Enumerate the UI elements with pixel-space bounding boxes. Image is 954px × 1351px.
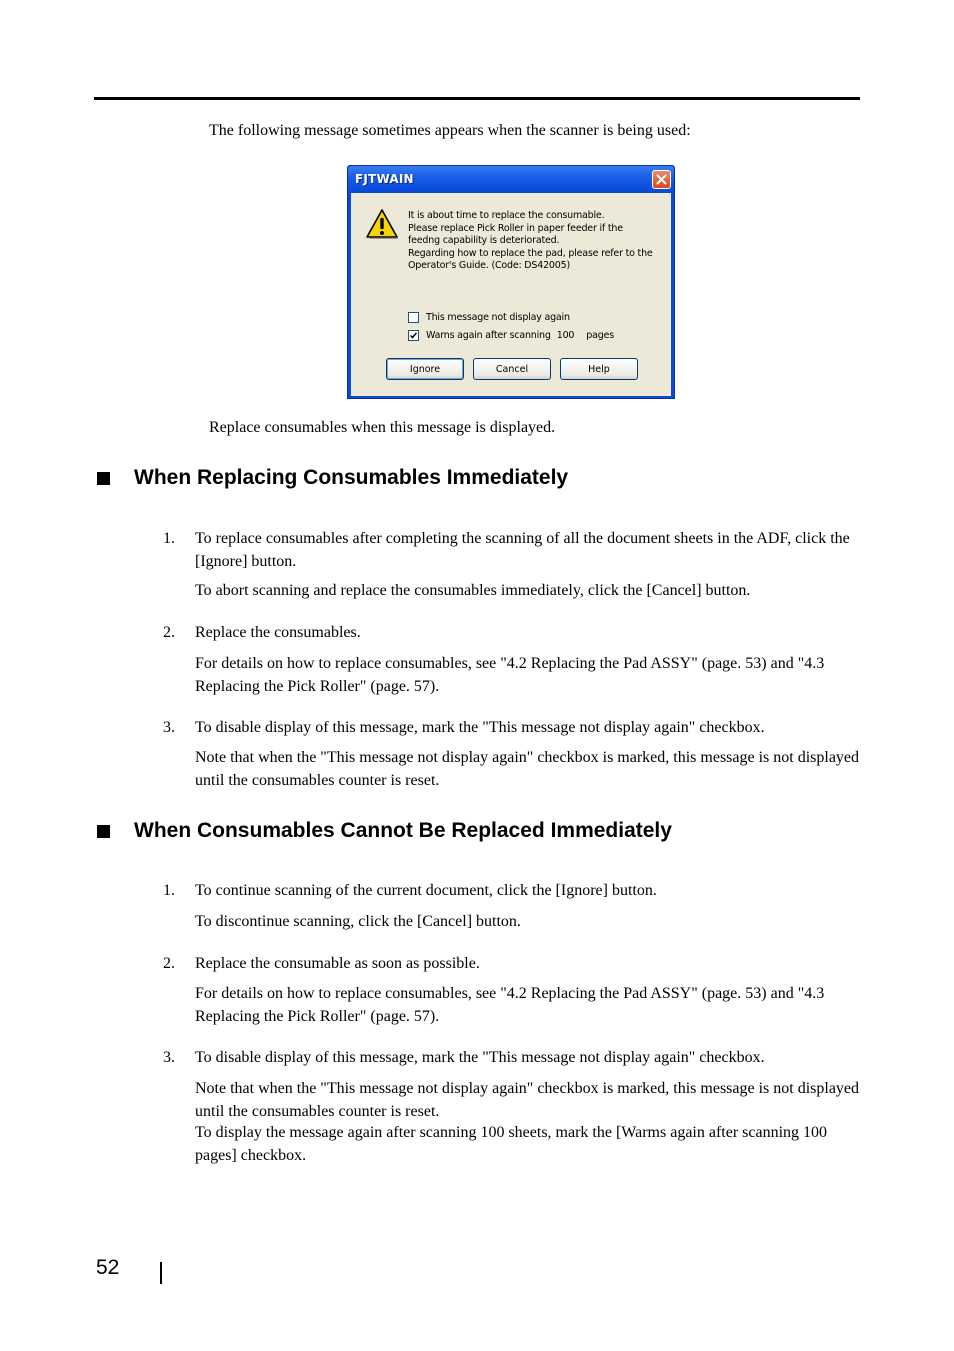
step-note: To abort scanning and replace the consumables immediately, click the [Cancel] button.	[195, 582, 751, 599]
step-note: To display the message again after scanning 100 sheets, mark the [Warms again after scanning 100 pages] checkbox.	[195, 1124, 828, 1164]
message-line: feedng capability is deteriorated.	[408, 235, 560, 246]
step-number: 3.	[163, 1049, 175, 1066]
page-number: 52	[96, 1256, 120, 1279]
ignore-button[interactable]: Ignore	[386, 358, 464, 380]
step-number: 2.	[163, 624, 175, 641]
step-text: To continue scanning of the current document, click the [Ignore] button.	[195, 882, 657, 899]
step-text: To disable display of this message, mark the "This message not display again" checkbox.	[195, 719, 765, 736]
footer-rule	[160, 1262, 162, 1284]
bullet-square-icon	[97, 825, 110, 838]
step-number: 3.	[163, 719, 175, 736]
intro-text: The following message sometimes appears when the scanner is being used:	[209, 122, 691, 139]
step-note: For details on how to replace consumables, see "4.2 Replacing the Pad ASSY" (page. 53) and "4.3 Replacing the Pick Roller" (page. 57).	[195, 655, 825, 695]
dialog-title: FJTWAIN	[355, 172, 414, 186]
warn-again-label: Warns again after scanning	[426, 330, 551, 341]
dialog-body	[351, 193, 671, 396]
close-button[interactable]	[652, 170, 671, 189]
dialog-message	[408, 210, 666, 273]
dialog-caption: Replace consumables when this message is displayed.	[209, 419, 556, 436]
bullet-square-icon	[97, 472, 110, 485]
dont-show-again-row[interactable]	[408, 312, 570, 323]
warn-again-count: 100	[556, 330, 575, 341]
warn-again-unit: pages	[586, 330, 614, 341]
message-line: Operator's Guide. (Code: DS42005)	[408, 260, 570, 271]
warning-icon	[365, 208, 399, 240]
dialog-titlebar[interactable]	[348, 166, 674, 193]
step-text: Replace the consumable as soon as possible.	[195, 955, 480, 972]
step-text: Replace the consumables.	[195, 624, 361, 641]
message-line: Please replace Pick Roller in paper feeder if the	[408, 222, 623, 234]
close-icon	[656, 174, 667, 185]
step-note: Note that when the "This message not display again" checkbox is marked, this message is not displayed until the consumables counter is reset.	[195, 1080, 860, 1120]
step-note: Note that when the "This message not display again" checkbox is marked, this message is not displayed until the consumables counter is reset.	[195, 749, 860, 789]
step-note: For details on how to replace consumables, see "4.2 Replacing the Pad ASSY" (page. 53) and "4.3 Replacing the Pick Roller" (page. 57).	[195, 985, 825, 1025]
section-heading: When Replacing Consumables Immediately	[94, 466, 568, 490]
section-heading: When Consumables Cannot Be Replaced Immediately	[94, 819, 672, 843]
step-text: To disable display of this message, mark the "This message not display again" checkbox.	[195, 1049, 765, 1066]
warn-again-row[interactable]	[408, 330, 614, 341]
help-button[interactable]: Help	[560, 358, 638, 380]
message-line: It is about time to replace the consumable.	[408, 210, 605, 221]
header-rule	[94, 97, 860, 100]
checkmark-icon	[409, 331, 418, 340]
dont-show-again-checkbox[interactable]	[408, 312, 419, 323]
step-note: To discontinue scanning, click the [Cancel] button.	[195, 913, 521, 930]
warn-again-checkbox[interactable]	[408, 330, 419, 341]
message-line: Regarding how to replace the pad, please refer to the	[408, 247, 653, 259]
step-number: 1.	[163, 530, 175, 547]
cancel-button[interactable]: Cancel	[473, 358, 551, 380]
fjtwain-dialog	[347, 165, 675, 399]
step-text: To replace consumables after completing the scanning of all the document sheets in the ADF, click the [Ignore] button.	[195, 530, 850, 570]
step-number: 2.	[163, 955, 175, 972]
step-number: 1.	[163, 882, 175, 899]
dont-show-again-label: This message not display again	[426, 312, 570, 323]
